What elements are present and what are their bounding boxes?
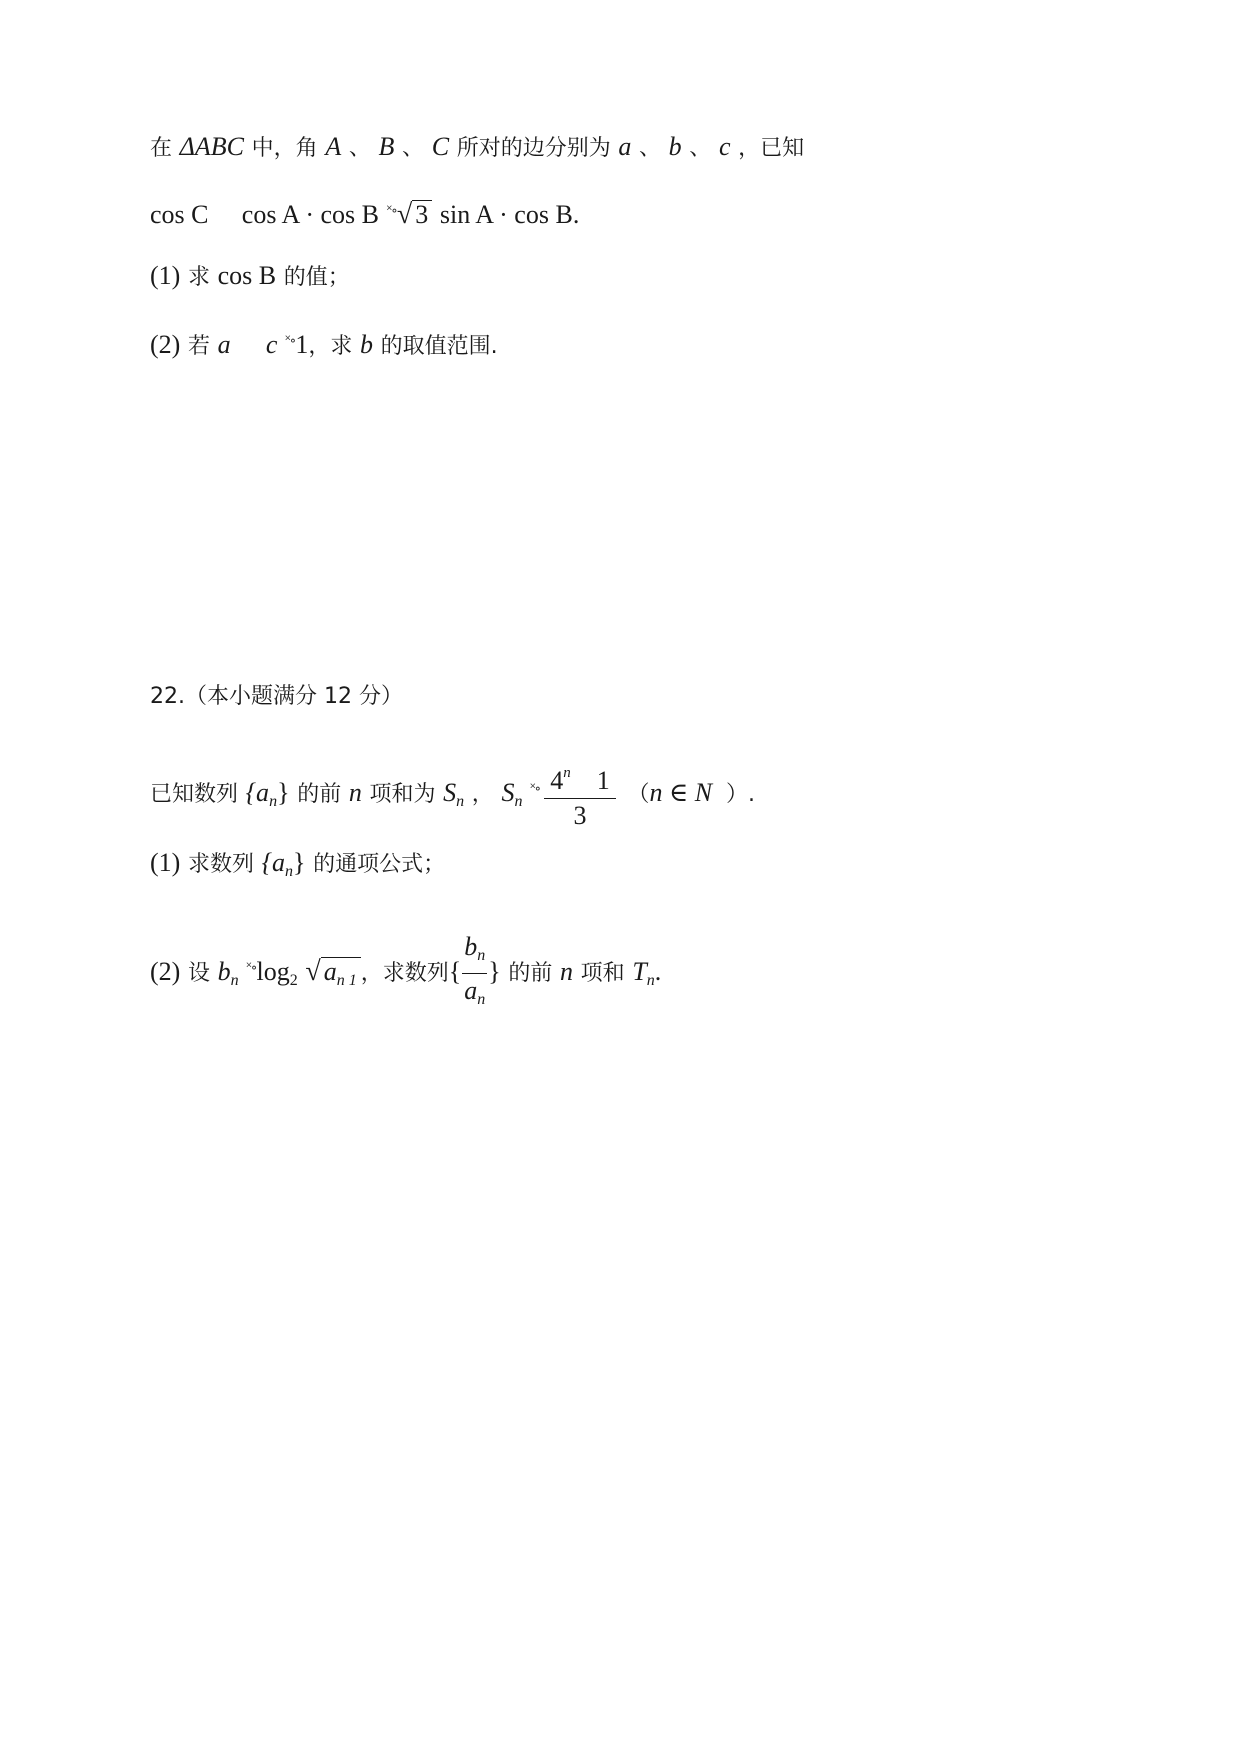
q22-part1: [150, 846, 445, 889]
q21-part2-math-1: 1: [295, 330, 309, 359]
q21-part2-math-c: c: [265, 330, 278, 359]
q21-text-8: ，已知: [738, 136, 805, 161]
q22-part2-math-log-base: 2: [289, 972, 298, 989]
q22-part2-text-1: 设: [187, 961, 210, 986]
q21-math-sqrt3: 3: [412, 200, 432, 229]
q22-part2-num-sub: n: [477, 947, 486, 964]
q22-part2-math-b-sub: n: [230, 972, 239, 989]
q22-part1-seq-sub: n: [285, 863, 294, 880]
q22-part2-math-log: log: [256, 957, 290, 986]
q22-num-exp: n: [563, 765, 571, 781]
q22-part2-math-a-sub: n 1: [336, 972, 357, 989]
q22-text-2: 的前: [297, 782, 342, 807]
equals-artifact: ˟∘: [285, 333, 296, 349]
q22-part2-text-4: 项和: [580, 961, 625, 986]
q22-text-6: ）.: [726, 782, 756, 807]
q21-part2-text-3: 的取值范围.: [380, 334, 498, 359]
q22-part2-den-sub: n: [477, 991, 486, 1008]
q21-line2-end: .: [572, 200, 580, 229]
q22-part2-sqrt-body: [321, 957, 361, 995]
q21-statement-line1: [150, 130, 804, 166]
equals-artifact: ˟∘: [246, 960, 257, 976]
q22-math-S: S: [443, 778, 457, 807]
q22-math-seq-close: }: [277, 778, 290, 807]
q21-math-A: A: [325, 132, 342, 161]
q21-part1: [150, 259, 350, 295]
q22-math-domain: n ∈ N: [649, 778, 713, 807]
part-label: (2): [150, 957, 181, 986]
q22-math-n: n: [348, 778, 362, 807]
q22-part2-end: .: [654, 957, 662, 986]
q21-text-6: 、: [638, 136, 661, 161]
q22-num-base: 4: [550, 766, 564, 795]
q22-part2-fraction-denominator: [462, 974, 487, 1015]
q22-header: 22.（本小题满分 12 分）: [150, 684, 403, 709]
q22-math-seq-open: {a: [245, 778, 270, 807]
q21-math-B: B: [378, 132, 395, 161]
q21-part2: [150, 324, 498, 364]
q22-part2-num-b: b: [464, 932, 478, 961]
q22-part2-math-a: a: [323, 957, 337, 986]
q22-part1-seq-open: {a: [261, 848, 286, 877]
q21-text-2: 中，角: [251, 136, 318, 161]
part-label: (1): [150, 848, 181, 877]
q21-text-1: 在: [150, 136, 173, 161]
q21-part1-text-1: 求: [187, 265, 210, 290]
q22-part1-text-1: 求数列: [187, 852, 254, 877]
q22-text-1: 已知数列: [150, 782, 239, 807]
q21-part1-text-2: 的值；: [283, 265, 350, 290]
q21-part2-math-b: b: [359, 330, 373, 359]
q22-num-tail: 1: [596, 766, 610, 795]
q21-math-cosC: cos C: [150, 200, 209, 229]
q21-text-4: 、: [402, 136, 425, 161]
q22-fraction-denominator: 3: [573, 801, 587, 830]
q21-part2-math-a: a: [217, 330, 231, 359]
q22-text-4: ，: [471, 782, 494, 807]
q21-text-5: 所对的边分别为: [456, 136, 611, 161]
q21-part1-math-cosB: cos B: [217, 261, 277, 290]
q22-part2-fraction-numerator: [462, 932, 487, 974]
q22-part2-math-T-sub: n: [646, 972, 655, 989]
q21-part2-text-1: 若: [187, 334, 210, 359]
q21-math-a: a: [618, 132, 632, 161]
sqrt-sign: √: [305, 956, 321, 987]
q22-text-5: （: [627, 782, 650, 807]
q22-statement: [150, 758, 755, 831]
q22-part2-brace-open: {: [448, 957, 462, 986]
q22-math-seq-sub: n: [269, 793, 278, 810]
q21-math-C: C: [431, 132, 450, 161]
q22-part2-math-b: b: [217, 957, 231, 986]
equals-artifact: ˟∘: [386, 203, 397, 219]
q22-math-S2-sub: n: [514, 793, 523, 810]
q22-part2-math-n: n: [560, 957, 574, 986]
q22-part2-fraction: [462, 932, 487, 1015]
q22-part2-math-T: T: [632, 957, 647, 986]
part-label: (1): [150, 261, 181, 290]
q22-part2-text-2: ，求数列: [360, 961, 449, 986]
q21-part2-text-2: ，求: [308, 334, 353, 359]
q22-text-3: 项和为: [369, 782, 436, 807]
q22-part1-seq-close: }: [293, 848, 306, 877]
part-label: (2): [150, 330, 181, 359]
q22-part2: [150, 932, 661, 1015]
q21-math-c: c: [718, 132, 731, 161]
q22-fraction-numerator: [544, 758, 616, 799]
q21-text-3: 、: [348, 136, 371, 161]
q21-text-7: 、: [689, 136, 712, 161]
q22-part2-text-3: 的前: [508, 961, 553, 986]
sqrt-sign: √: [396, 199, 413, 230]
q22-fraction: [544, 758, 616, 831]
equals-artifact: ˟∘: [530, 781, 541, 797]
q21-math-b: b: [668, 132, 682, 161]
q21-math-cosAcosB: cos A · cos B: [241, 200, 380, 229]
q22-part2-den-a: a: [464, 976, 478, 1005]
q21-math-triangle: ΔABC: [179, 132, 245, 161]
q21-math-sinAcosB: sin A · cos B: [439, 200, 573, 229]
q22-math-S2: S: [501, 778, 515, 807]
q22-math-S-sub: n: [456, 793, 465, 810]
q21-statement-line2: [150, 194, 579, 232]
q22-part2-brace-close: }: [488, 957, 501, 986]
q22-part1-text-2: 的通项公式；: [313, 852, 446, 877]
